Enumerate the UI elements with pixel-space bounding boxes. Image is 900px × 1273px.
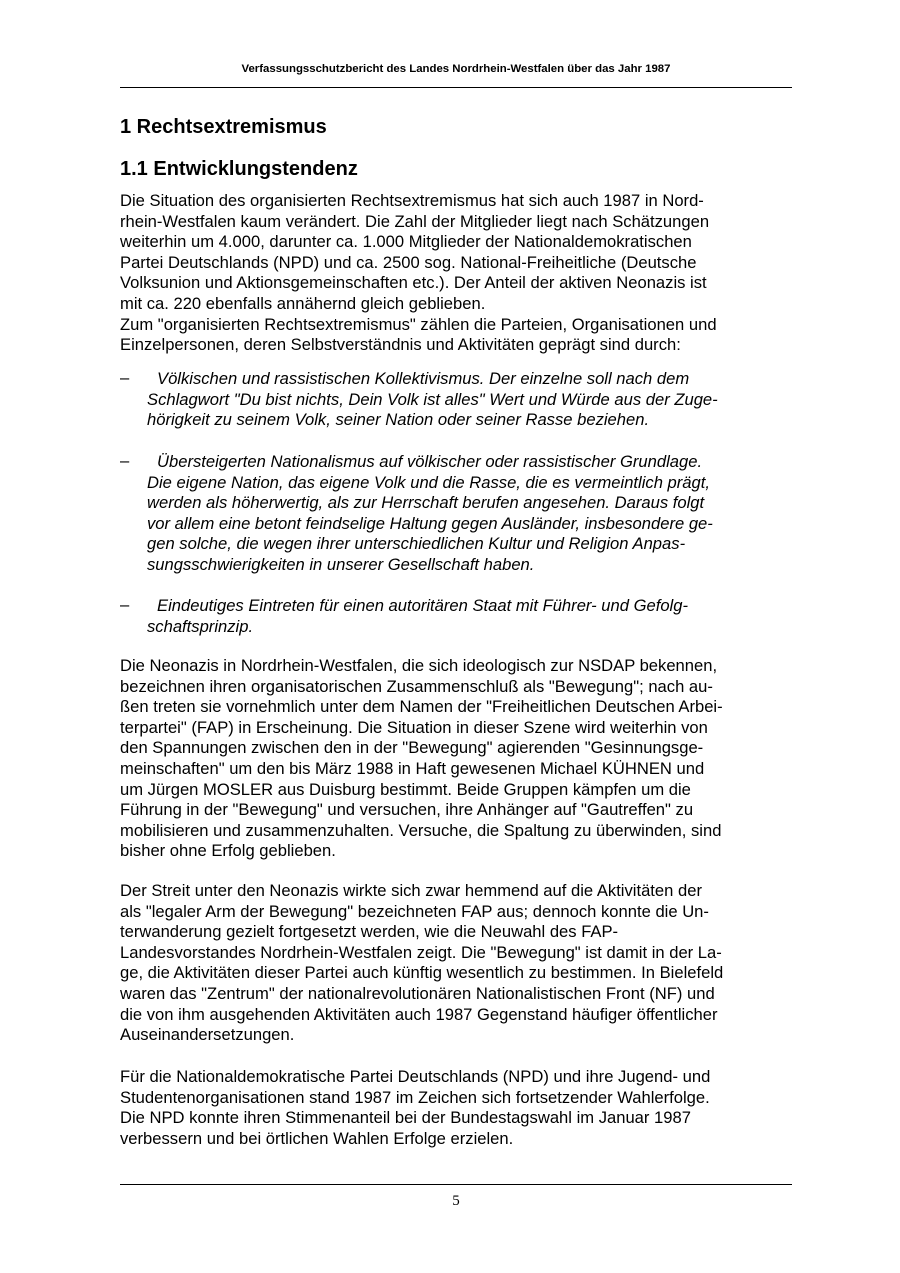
paragraph-4: [120, 1067, 792, 1149]
text-line: Die eigene Nation, das eigene Volk und die Rasse, die es vermeintlich prägt,: [147, 472, 710, 492]
text-line: Auseinandersetzungen.: [120, 1025, 295, 1045]
text-line: weiterhin um 4.000, darunter ca. 1.000 Mitglieder der Nationaldemokratischen: [120, 232, 692, 252]
footer-rule: [120, 1184, 792, 1185]
text-line: Studentenorganisationen stand 1987 im Zeichen sich fortsetzender Wahlerfolge.: [120, 1087, 710, 1107]
text-line: werden als höherwertig, als zur Herrschaft berufen angesehen. Daraus folgt: [147, 493, 705, 513]
text-line: Völkischen und rassistischen Kollektivismus. Der einzelne soll nach dem: [157, 369, 690, 388]
text-line: als "legaler Arm der Bewegung" bezeichneten FAP aus; dennoch konnte die Un-: [120, 901, 709, 921]
text-line: Die Situation des organisierten Rechtsextremismus hat sich auch 1987 in Nord-: [120, 191, 704, 210]
dash-marker: –: [120, 451, 130, 470]
page-number: 5: [452, 1193, 460, 1209]
text-line: bezeichnen ihren organisatorischen Zusammenschluß als "Bewegung"; nach au-: [120, 676, 713, 696]
text-line: hörigkeit zu seinem Volk, seiner Nation oder seiner Rasse beziehen.: [147, 410, 650, 430]
text-line: Schlagwort "Du bist nichts, Dein Volk ist alles" Wert und Würde aus der Zuge-: [147, 389, 718, 409]
text-line: Zum "organisierten Rechtsextremismus" zählen die Parteien, Organisationen und: [120, 314, 717, 334]
text-line: schaftsprinzip.: [147, 616, 254, 636]
paragraph-3: [120, 881, 792, 1046]
text-line: um Jürgen MOSLER aus Duisburg bestimmt. Beide Gruppen kämpfen um die: [120, 779, 691, 799]
text-line: sungsschwierigkeiten in unserer Gesellschaft haben.: [147, 554, 535, 574]
dash-marker: –: [120, 368, 130, 387]
paragraph-1: [120, 191, 792, 356]
section-title: 1.1 Entwicklungstendenz: [120, 158, 358, 180]
text-line: die von ihm ausgehenden Aktivitäten auch 1987 Gegenstand häufiger öffentlicher: [120, 1004, 718, 1024]
text-line: Führung in der "Bewegung" und versuchen, ihre Anhänger auf "Gautreffen" zu: [120, 800, 694, 820]
text-line: gen solche, die wegen ihrer unterschiedlichen Kultur und Religion Anpas-: [147, 534, 686, 554]
running-header: Verfassungsschutzbericht des Landes Nordrhein-Westfalen über das Jahr 1987: [241, 63, 671, 75]
text-line: Übersteigerten Nationalismus auf völkischer oder rassistischer Grundlage.: [157, 452, 703, 471]
text-line: Der Streit unter den Neonazis wirkte sich zwar hemmend auf die Aktivitäten der: [120, 881, 702, 900]
text-line: Eindeutiges Eintreten für einen autoritären Staat mit Führer- und Gefolg-: [157, 596, 688, 615]
text-line: ge, die Aktivitäten dieser Partei auch künftig wesentlich zu bestimmen. In Bielefeld: [120, 963, 724, 983]
text-line: Partei Deutschlands (NPD) und ca. 2500 sog. National-Freiheitliche (Deutsche: [120, 252, 697, 272]
text-line: waren das "Zentrum" der nationalrevolutionären Nationalistischen Front (NF) und: [120, 983, 715, 1003]
text-line: bisher ohne Erfolg geblieben.: [120, 841, 336, 861]
text-line: Landesvorstandes Nordrhein-Westfalen zeigt. Die "Bewegung" ist damit in der La-: [120, 942, 722, 962]
dash-marker: –: [120, 595, 130, 614]
text-line: ßen treten sie vornehmlich unter dem Namen der "Freiheitlichen Deutschen Arbei-: [120, 697, 723, 717]
text-line: Die NPD konnte ihren Stimmenanteil bei der Bundestagswahl im Januar 1987: [120, 1108, 691, 1128]
text-line: meinschaften" um den bis März 1988 in Haft gewesenen Michael KÜHNEN und: [120, 758, 705, 778]
header-rule: [120, 87, 792, 88]
text-line: rhein-Westfalen kaum verändert. Die Zahl der Mitglieder liegt nach Schätzungen: [120, 211, 710, 231]
text-line: Einzelpersonen, deren Selbstverständnis und Aktivitäten geprägt sind durch:: [120, 335, 681, 355]
text-line: den Spannungen zwischen den in der "Bewegung" agierenden "Gesinnungsge-: [120, 738, 704, 758]
chapter-title: 1 Rechtsextremismus: [120, 116, 327, 138]
text-line: Die Neonazis in Nordrhein-Westfalen, die sich ideologisch zur NSDAP bekennen,: [120, 656, 718, 675]
text-line: verbessern und bei örtlichen Wahlen Erfolge erzielen.: [120, 1128, 514, 1148]
paragraph-2: [120, 656, 792, 862]
text-line: mit ca. 220 ebenfalls annähernd gleich geblieben.: [120, 293, 486, 313]
text-line: terpartei" (FAP) in Erscheinung. Die Situation in dieser Szene wird weiterhin von: [120, 717, 708, 737]
text-line: terwanderung gezielt fortgesetzt werden, wie die Neuwahl des FAP-: [120, 922, 619, 942]
text-line: Für die Nationaldemokratische Partei Deutschlands (NPD) und ihre Jugend- und: [120, 1067, 711, 1086]
text-line: mobilisieren und zusammenzuhalten. Versuche, die Spaltung zu überwinden, sind: [120, 820, 722, 840]
text-line: Volksunion und Aktionsgemeinschaften etc.). Der Anteil der aktiven Neonazis ist: [120, 273, 707, 293]
text-line: vor allem eine betont feindselige Haltung gegen Ausländer, insbesondere ge-: [147, 513, 713, 533]
